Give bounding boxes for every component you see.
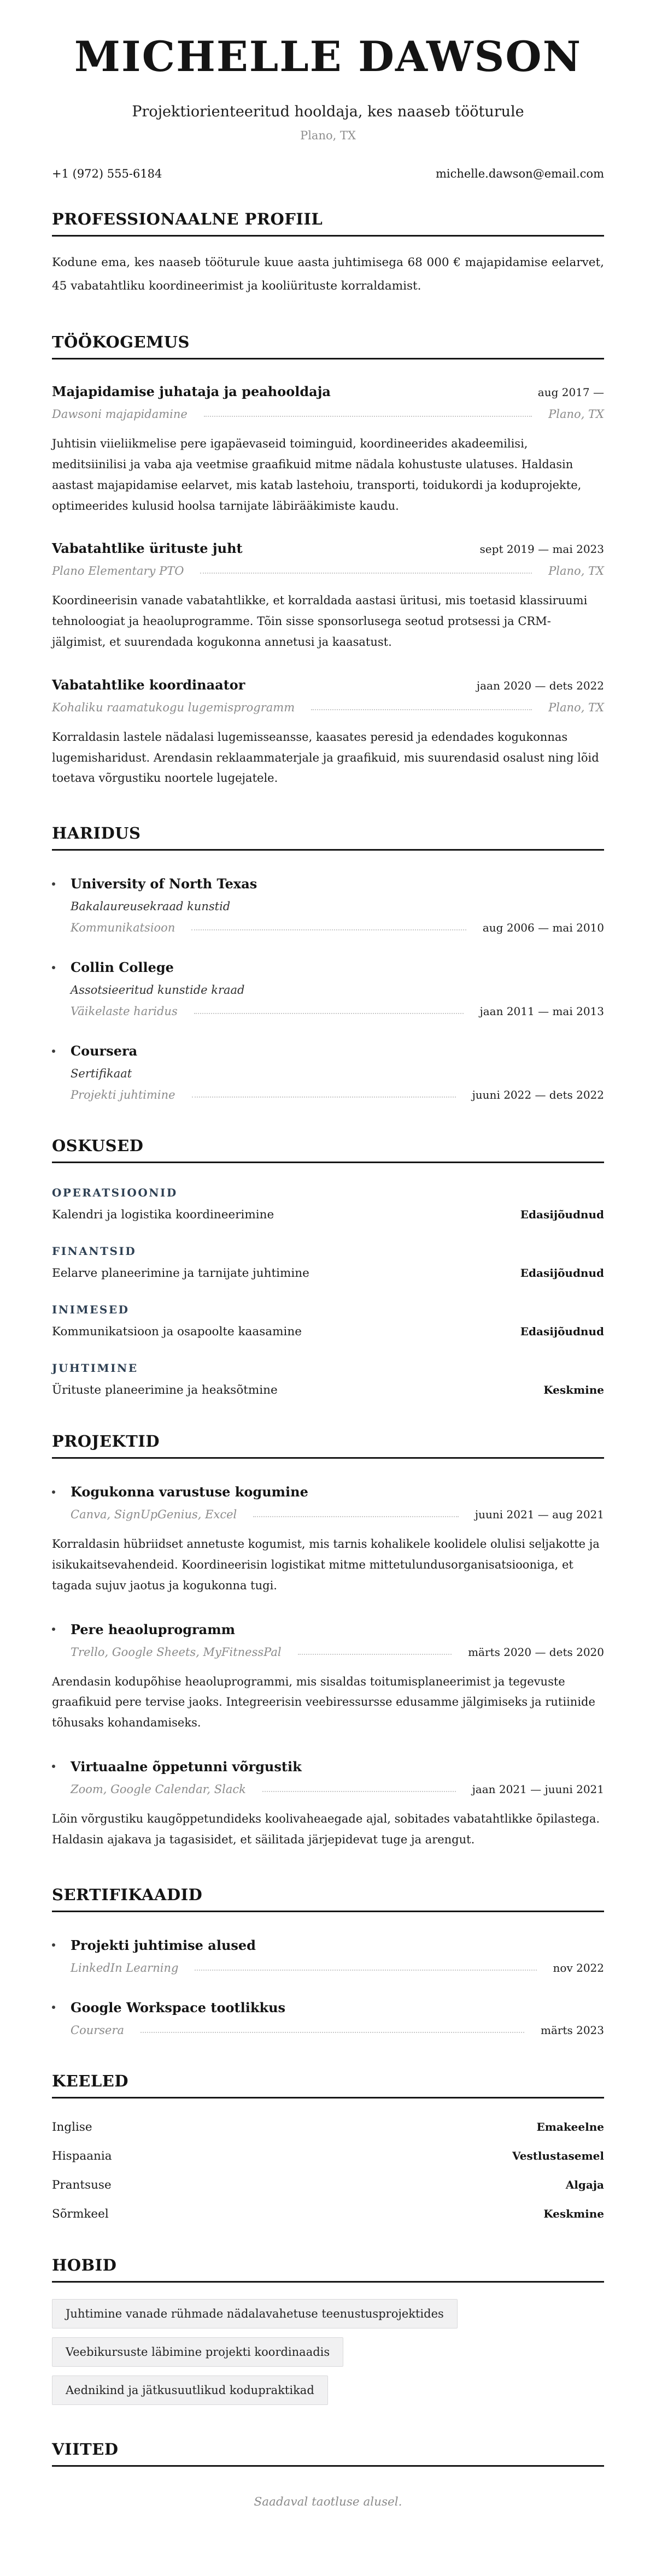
bullet-icon bbox=[52, 882, 55, 886]
skill-name: Kalendri ja logistika koordineerimine bbox=[52, 1208, 274, 1222]
school-name: Collin College bbox=[71, 959, 174, 976]
hobby-chip: Veebikursuste läbimine projekti koordinaadis bbox=[52, 2337, 343, 2367]
education-title-row bbox=[52, 876, 604, 892]
candidate-location: Plano, TX bbox=[300, 129, 356, 143]
degree: Bakalaureusekraad kunstid bbox=[71, 900, 231, 913]
job-role: Vabatahtlike ürituste juht bbox=[52, 540, 243, 557]
dotted-leader bbox=[262, 1791, 456, 1792]
job-title-row bbox=[52, 677, 604, 693]
degree: Sertifikaat bbox=[71, 1067, 132, 1081]
project-tools: Zoom, Google Calendar, Slack bbox=[71, 1782, 246, 1796]
candidate-name: MICHELLE DAWSON bbox=[74, 32, 582, 81]
project-description: Lõin võrgustiku kaugõppetundideks koolivaheaegade ajal, sobitades vabatahtlikke õpilastega. Haldasin ajakava ja tagasisidet, et säilitada järjepidevat tuge ja arengut. bbox=[52, 1812, 600, 1846]
job-description: Korraldasin lastele nädalasi lugemisseansse, kaasates peresid ja edendades kogukonnas lugemisharidust. Arendasin reklaammaterjale ja graafikuid, mis suurendasid osalust ning lõid toetava võrgustiku noortele lugejatele. bbox=[52, 730, 599, 785]
education-field-row bbox=[71, 921, 604, 934]
section-title-certifications: SERTIFIKAADID bbox=[52, 1885, 604, 1912]
section-title-references: VIITED bbox=[52, 2440, 604, 2467]
project-title-row bbox=[52, 1484, 604, 1500]
certification-date: märts 2023 bbox=[540, 2023, 604, 2037]
education-title-row bbox=[52, 959, 604, 975]
job-entry bbox=[52, 540, 604, 652]
job-org: Plano Elementary PTO bbox=[52, 564, 184, 578]
section-certifications bbox=[52, 1885, 604, 2037]
dotted-leader bbox=[253, 1516, 459, 1517]
education-field-row bbox=[71, 1005, 604, 1018]
job-description: Juhtisin viieliikmelise pere igapäevaseid toiminguid, koordineerides akadeemilisi, meditsiinilisi ja vaba aja veetmise graafikuid mitme nädala kohustuste ulatuses. Haldasin aastast majapidamise eelarvet, mis katab lastehoiu, transporti, toidukordi ja koduprojekte, optimeerides kulusid hoolsa tarnijate läbirääkimiste kaudu. bbox=[52, 437, 582, 512]
project-description: Arendasin kodupõhise heaoluprogrammi, mis sisaldas toitumisplaneerimist ja tegevuste graafikuid pere tervise jaoks. Integreerisin veebiressursse edusamme jälgimiseks ja rutiinide tõhusaks kohandamiseks. bbox=[52, 1675, 595, 1730]
skill-row bbox=[52, 1266, 604, 1280]
job-location: Plano, TX bbox=[548, 408, 604, 421]
section-hobbies bbox=[52, 2256, 604, 2405]
job-entry bbox=[52, 677, 604, 789]
education-dates: juuni 2022 — dets 2022 bbox=[472, 1088, 604, 1102]
certification-issuer: LinkedIn Learning bbox=[71, 1961, 179, 1974]
project-name: Pere heaoluprogramm bbox=[71, 1621, 235, 1637]
language-row bbox=[52, 2178, 604, 2192]
language-level: Vestlustasemel bbox=[512, 2149, 604, 2162]
job-location: Plano, TX bbox=[548, 700, 604, 714]
dotted-leader bbox=[191, 929, 466, 930]
bullet-icon bbox=[52, 1628, 55, 1631]
project-entry bbox=[52, 1484, 604, 1596]
section-title-experience: TÖÖKOGEMUS bbox=[52, 333, 604, 359]
section-education bbox=[52, 824, 604, 1101]
skill-category: OPERATSIOONID bbox=[52, 1186, 178, 1200]
project-tools-row bbox=[71, 1508, 604, 1521]
bullet-icon bbox=[52, 1490, 55, 1494]
skill-name: Kommunikatsioon ja osapoolte kaasamine bbox=[52, 1325, 302, 1339]
job-entry bbox=[52, 384, 604, 516]
hobby-chip: Juhtimine vanade rühmade nädalavahetuse teenustusprojektides bbox=[52, 2299, 458, 2329]
language-name: Inglise bbox=[52, 2120, 92, 2134]
section-profile bbox=[52, 210, 604, 298]
section-experience bbox=[52, 333, 604, 789]
skill-name: Eelarve planeerimine ja tarnijate juhtimine bbox=[52, 1266, 309, 1281]
language-row bbox=[52, 2149, 604, 2163]
job-role: Vabatahtlike koordinaator bbox=[52, 676, 245, 693]
skill-row bbox=[52, 1383, 604, 1397]
email-address: michelle.dawson@email.com bbox=[435, 167, 604, 181]
job-dates: sept 2019 — mai 2023 bbox=[479, 543, 604, 556]
bullet-icon bbox=[52, 1765, 55, 1768]
project-entry bbox=[52, 1622, 604, 1734]
language-row bbox=[52, 2207, 604, 2221]
job-title-row bbox=[52, 540, 604, 556]
job-org: Dawsoni majapidamine bbox=[52, 408, 188, 421]
certification-issuer-row bbox=[71, 1961, 604, 1974]
candidate-tagline: Projektiorienteeritud hooldaja, kes naaseb tööturule bbox=[132, 103, 524, 121]
project-name: Virtuaalne õppetunni võrgustik bbox=[71, 1758, 302, 1775]
profile-summary: Kodune ema, kes naaseb tööturule kuue aasta juhtimisega 68 000 € majapidamise eelarvet, 45 vabatahtliku koordineerimist ja kooliürituste korraldamist. bbox=[52, 256, 604, 293]
language-row bbox=[52, 2120, 604, 2134]
education-title-row bbox=[52, 1043, 604, 1059]
skill-category: JUHTIMINE bbox=[52, 1361, 138, 1375]
skill-category: FINANTSID bbox=[52, 1245, 137, 1258]
education-field-row bbox=[71, 1088, 604, 1101]
field-of-study: Väikelaste haridus bbox=[71, 1005, 178, 1018]
dotted-leader bbox=[195, 1970, 536, 1971]
skill-category: INIMESED bbox=[52, 1303, 130, 1317]
certification-entry bbox=[52, 2000, 604, 2037]
language-level: Keskmine bbox=[543, 2207, 604, 2220]
job-org-row bbox=[52, 408, 604, 421]
dotted-leader bbox=[194, 1013, 464, 1014]
project-title-row bbox=[52, 1622, 604, 1637]
dotted-leader bbox=[311, 709, 532, 710]
degree: Assotsieeritud kunstide kraad bbox=[71, 983, 245, 997]
job-dates: jaan 2020 — dets 2022 bbox=[476, 679, 604, 692]
language-name: Sõrmkeel bbox=[52, 2207, 109, 2221]
project-tools: Canva, SignUpGenius, Excel bbox=[71, 1508, 237, 1522]
dotted-leader bbox=[200, 573, 532, 574]
language-level: Emakeelne bbox=[536, 2120, 604, 2133]
project-tools-row bbox=[71, 1646, 604, 1659]
job-org: Kohaliku raamatukogu lugemisprogramm bbox=[52, 700, 295, 714]
language-level: Algaja bbox=[565, 2178, 604, 2191]
skill-level: Keskmine bbox=[543, 1383, 604, 1397]
job-dates: aug 2017 — bbox=[537, 386, 604, 399]
section-title-education: HARIDUS bbox=[52, 824, 604, 851]
education-dates: jaan 2011 — mai 2013 bbox=[479, 1005, 604, 1018]
skill-group bbox=[52, 1186, 604, 1222]
school-name: University of North Texas bbox=[71, 876, 257, 892]
project-description: Korraldasin hübriidset annetuste kogumist, mis tarnis kohalikele koolidele olulisi seljakotte ja isikukaitsevahendeid. Koordineerisin logistikat mitme mittetulundusorganisatsiooniga, et tagada sujuv jaotus ja kogukonna tugi. bbox=[52, 1537, 600, 1592]
project-entry bbox=[52, 1759, 604, 1850]
bullet-icon bbox=[52, 1050, 55, 1053]
project-dates: juuni 2021 — aug 2021 bbox=[475, 1508, 604, 1522]
project-dates: jaan 2021 — juuni 2021 bbox=[472, 1782, 604, 1796]
education-entry bbox=[52, 1043, 604, 1101]
job-title-row bbox=[52, 384, 604, 399]
skill-group bbox=[52, 1361, 604, 1397]
section-title-hobbies: HOBID bbox=[52, 2256, 604, 2283]
contact-row bbox=[52, 167, 604, 180]
skill-row bbox=[52, 1325, 604, 1339]
project-tools-row bbox=[71, 1783, 604, 1796]
hobby-chip: Aednikind ja jätkusuutlikud kodupraktikad bbox=[52, 2375, 328, 2405]
dotted-leader bbox=[298, 1654, 452, 1655]
project-name: Kogukonna varustuse kogumine bbox=[71, 1484, 308, 1500]
hobby-chips bbox=[52, 2299, 604, 2405]
dotted-leader bbox=[192, 1097, 456, 1098]
section-title-projects: PROJEKTID bbox=[52, 1432, 604, 1459]
education-entry bbox=[52, 959, 604, 1018]
section-projects bbox=[52, 1432, 604, 1850]
dotted-leader bbox=[204, 416, 532, 417]
language-name: Prantsuse bbox=[52, 2178, 112, 2192]
project-tools: Trello, Google Sheets, MyFitnessPal bbox=[71, 1645, 282, 1659]
certification-name: Google Workspace tootlikkus bbox=[71, 1999, 286, 2015]
field-of-study: Projekti juhtimine bbox=[71, 1088, 175, 1102]
section-references bbox=[52, 2440, 604, 2509]
job-description: Koordineerisin vanade vabatahtlikke, et korraldada aastasi üritusi, mis toetasid klassiruumi tehnoloogiat ja heaoluprogramme. Tõin sisse sponsorlusega seotud protsessi ja CRM-jälgimist, et suurendada kogukonna annetusi ja kaasatust. bbox=[52, 594, 588, 649]
bullet-icon bbox=[52, 2006, 55, 2009]
section-languages bbox=[52, 2072, 604, 2221]
school-name: Coursera bbox=[71, 1043, 138, 1059]
skill-group bbox=[52, 1303, 604, 1339]
field-of-study: Kommunikatsioon bbox=[71, 921, 175, 935]
skill-level: Edasijõudnud bbox=[520, 1325, 604, 1339]
certification-title-row bbox=[52, 2000, 604, 2015]
job-location: Plano, TX bbox=[548, 564, 604, 578]
section-skills bbox=[52, 1136, 604, 1397]
section-title-profile: PROFESSIONAALNE PROFIIL bbox=[52, 210, 604, 237]
certification-issuer-row bbox=[71, 2024, 604, 2037]
skill-group bbox=[52, 1245, 604, 1280]
certification-title-row bbox=[52, 1937, 604, 1953]
skill-row bbox=[52, 1208, 604, 1222]
education-dates: aug 2006 — mai 2010 bbox=[482, 921, 604, 935]
certification-issuer: Coursera bbox=[71, 2023, 125, 2037]
bullet-icon bbox=[52, 966, 55, 969]
resume-header bbox=[52, 32, 604, 180]
dotted-leader bbox=[140, 2032, 524, 2033]
project-dates: märts 2020 — dets 2020 bbox=[468, 1645, 604, 1659]
education-entry bbox=[52, 876, 604, 934]
phone-number: +1 (972) 555-6184 bbox=[52, 167, 162, 181]
skill-level: Edasijõudnud bbox=[520, 1208, 604, 1222]
bullet-icon bbox=[52, 1943, 55, 1947]
references-note: Saadaval taotluse alusel. bbox=[254, 2495, 402, 2509]
certification-name: Projekti juhtimise alused bbox=[71, 1937, 256, 1953]
section-title-languages: KEELED bbox=[52, 2072, 604, 2098]
language-name: Hispaania bbox=[52, 2149, 112, 2163]
section-title-skills: OSKUSED bbox=[52, 1136, 604, 1163]
skill-name: Ürituste planeerimine ja heaksõtmine bbox=[52, 1383, 278, 1398]
certification-date: nov 2022 bbox=[553, 1961, 604, 1974]
project-title-row bbox=[52, 1759, 604, 1775]
job-role: Majapidamise juhataja ja peahooldaja bbox=[52, 384, 331, 400]
job-org-row bbox=[52, 564, 604, 577]
job-org-row bbox=[52, 701, 604, 714]
skill-level: Edasijõudnud bbox=[520, 1266, 604, 1280]
certification-entry bbox=[52, 1937, 604, 1974]
